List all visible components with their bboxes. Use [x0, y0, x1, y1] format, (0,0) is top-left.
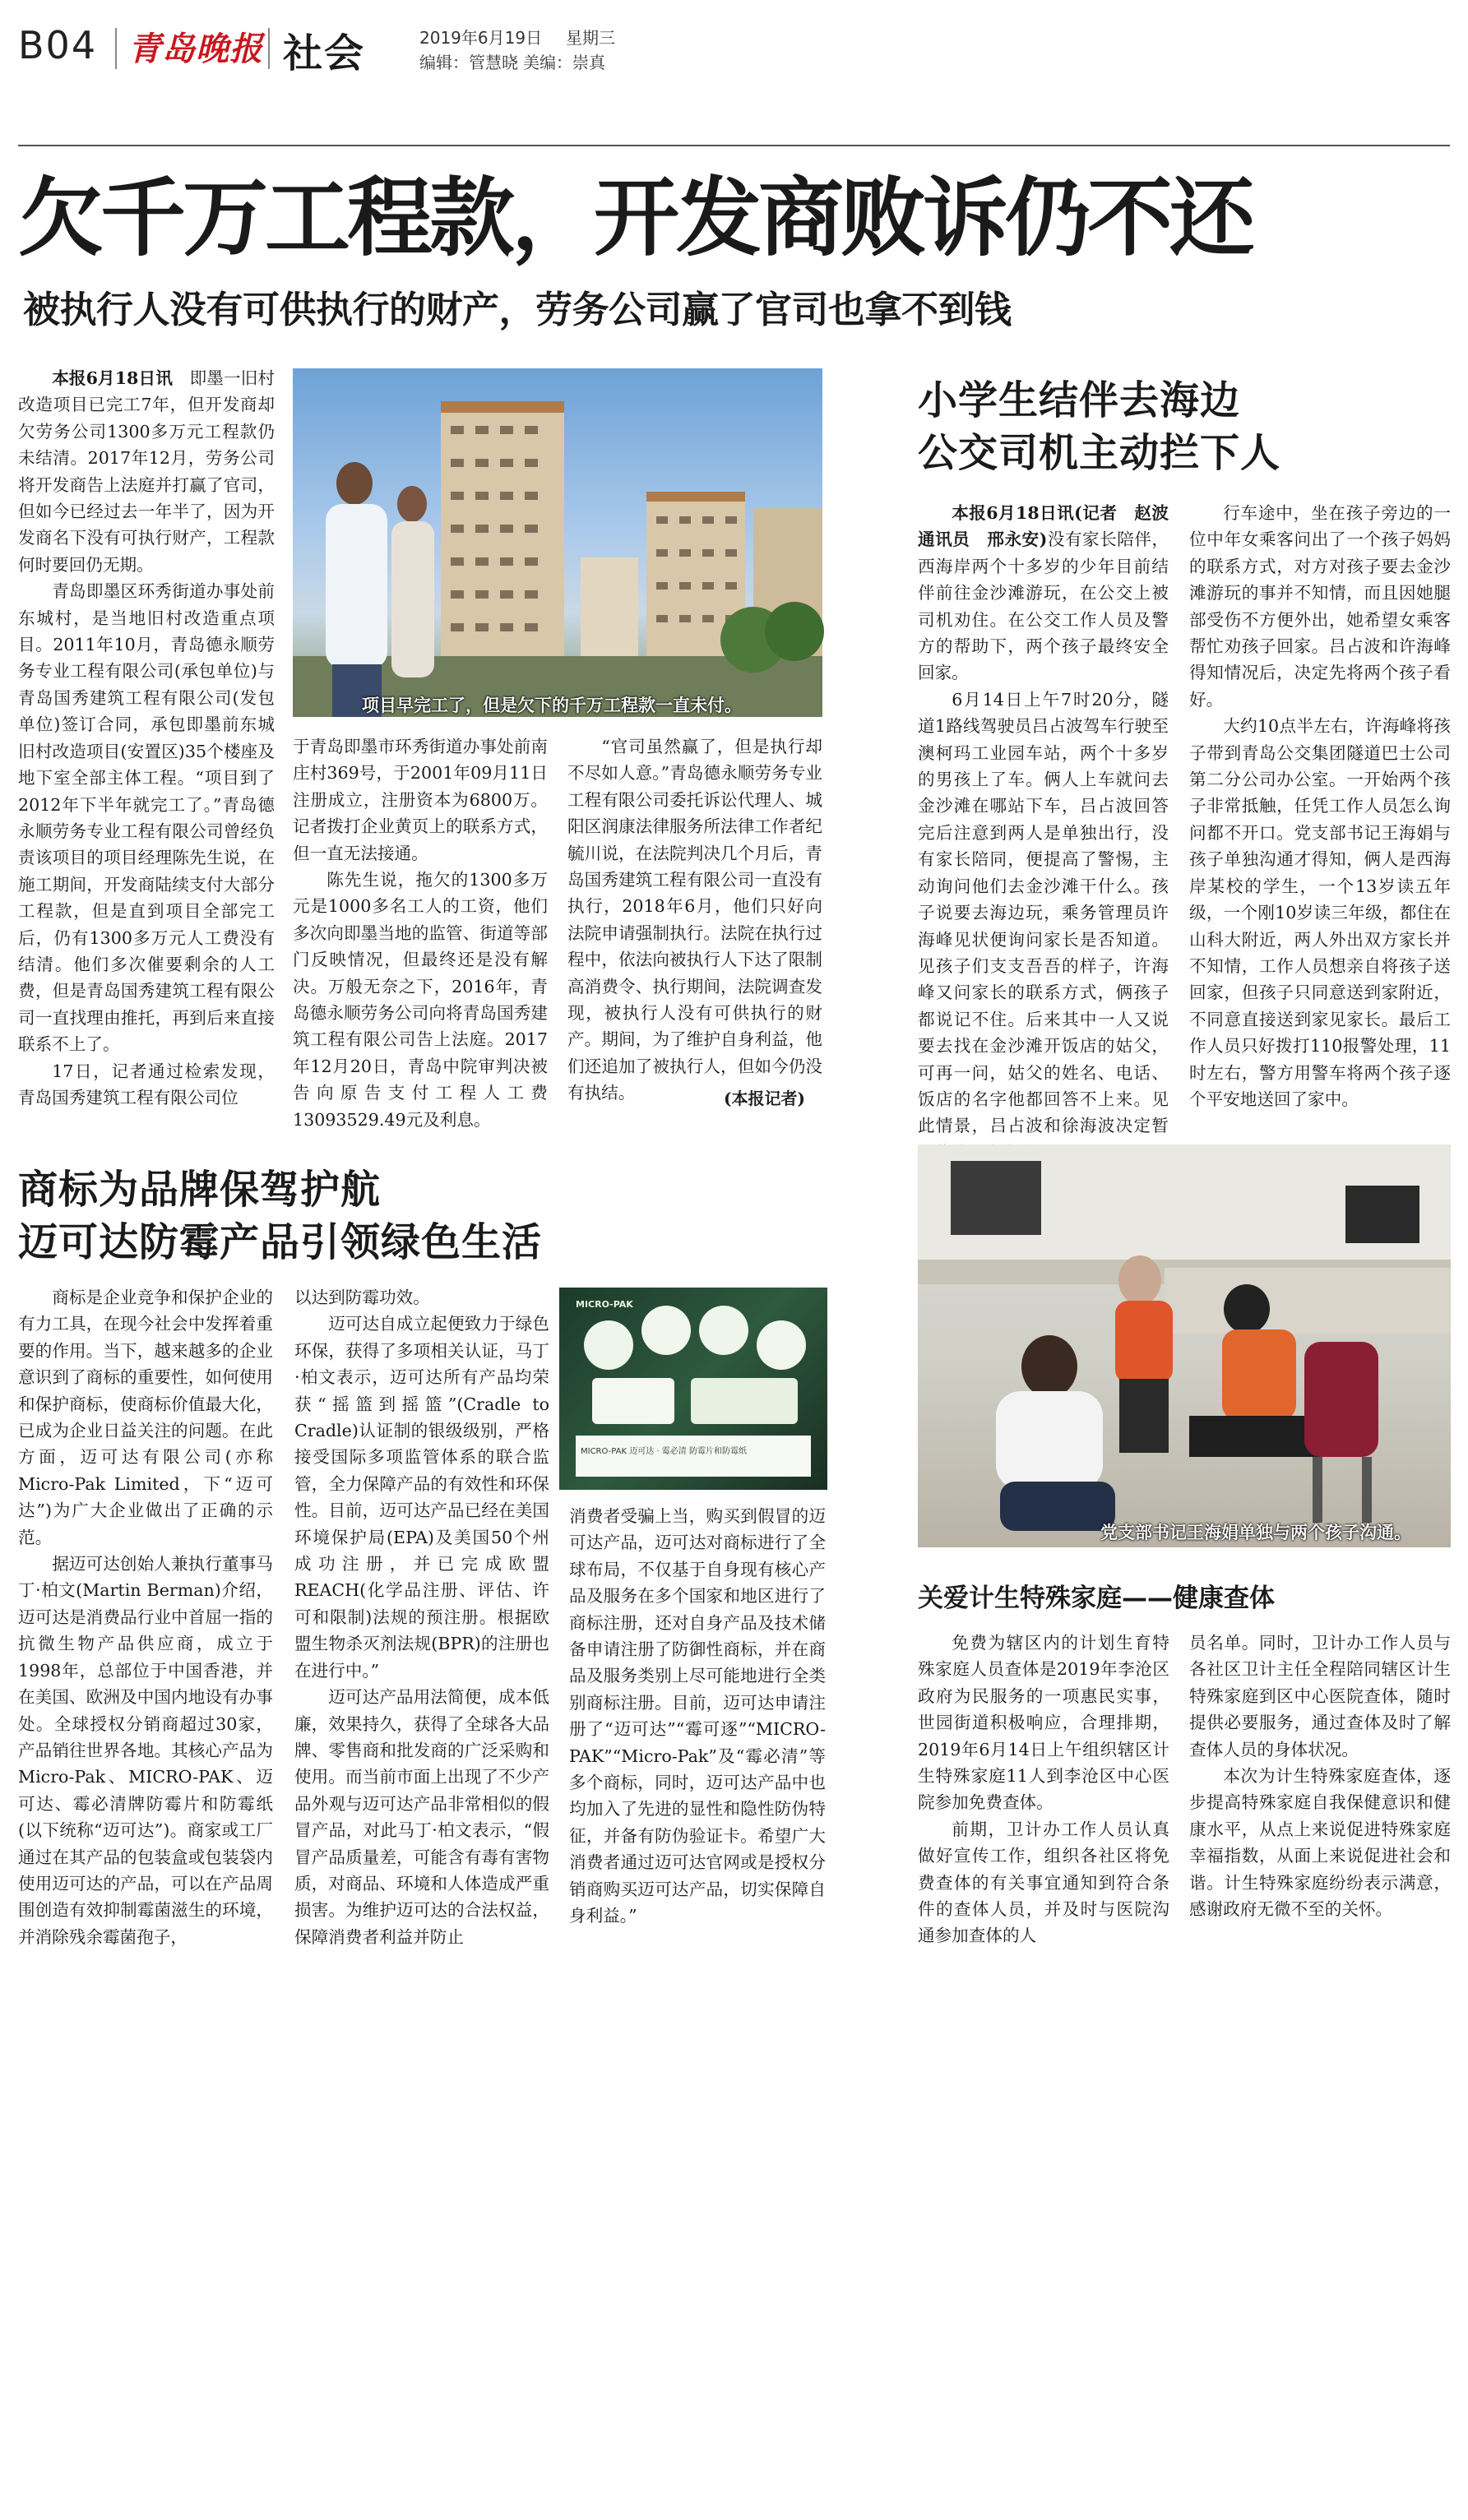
article3-para1: 商标是企业竞争和保护企业的有力工具，在现今社会中发挥着重要的作用。当下，越来越多的企业意识到了商标的重要性，如何使用和保护商标，使商标价值最大化，已成为企业日益关注的问题。在此方面，迈可达有限公司(亦称Micro-Pak Limited，下“迈可达”)为广大企业做出了正确的示范。 — [18, 1288, 273, 1547]
article3-product-photo — [559, 1288, 827, 1490]
article2-col2-para2: 大约10点半左右，许海峰将孩子带到青岛公交集团隧道巴士公司第二分公司办公室。一开始两个孩子非常抵触，任凭工作人员怎么询问都不开口。党支部书记王海娟与孩子单独沟通才得知，俩人是西海岸某校的学生，一个13岁读五年级，一个刚10岁读三年级，都住在山科大附近，两人外出双方家长并不知情，工作人员想亲自将孩子送回家，但孩子只同意送到家附近，不同意直接送到家见家长。最后工作人员只好拨打110报警处理，11时左右，警方用警车将两个孩子逐个平安地送回了家中。 — [1189, 716, 1451, 1109]
article3-col2-para2: 迈可达自成立起便致力于绿色环保，获得了多项相关认证，马丁·柏文表示，迈可达所有产品均荣获“摇篮到摇篮”(Cradle to Cradle)认证制的银级级别，严格接受国际多项监管体系的联合监管，全力保障产品的有效性和环保性。目前，迈可达产品已经在美国环境保护局(EPA)及美国50个州成功注册，并已完成欧盟REACH(化学品注册、评估、许可和限制)法规的预注册。根据欧盟生物杀灭剂法规(BPR)的注册也在进行中。” — [294, 1314, 549, 1681]
article2-headline-2: 公交司机主动拦下人 — [918, 430, 1281, 476]
article2-para1: 没有家长陪伴，西海岸两个十多岁的少年目前结伴前往金沙滩游玩，在公交上被司机劝住。在公交工作人员及警方的帮助下，两个孩子最终安全回家。 — [918, 529, 1169, 683]
article1-byline: (本报记者) — [724, 1089, 805, 1108]
product-brand-label: MICRO-PAK — [576, 1299, 633, 1310]
article1-col2-para1: 于青岛即墨市环秀街道办事处前南庄村369号，于2001年09月11日注册成立，注册资本为6800万。记者拨打企业黄页上的联系方式，但一直无法接通。 — [293, 737, 548, 863]
article1-para3: 17日，记者通过检索发现，青岛国秀建筑工程有限公司位 — [18, 1061, 275, 1107]
article1-photo-caption: 项目早完工了，但是欠下的千万工程款一直未付。 — [362, 696, 742, 715]
article3-col2-para3: 迈可达产品用法简便，成本低廉，效果持久，获得了全球各大品牌、零售商和批发商的广泛采购和使用。而当前市面上出现了不少产品外观与迈可达产品非常相似的假冒产品，对此马丁·柏文表示，“假冒产品质量差，可能含有毒有害物质，对商品、环境和人体造成严重损害。为维护迈可达的合法权益，保障消费者利益并防止 — [294, 1687, 549, 1947]
article4-para1: 免费为辖区内的计划生育特殊家庭人员查体是2019年李沧区政府为民服务的一项惠民实事，世园街道积极响应，合理排期，2019年6月14日上午组织辖区计生特殊家庭11人到李沧区中心医院参加免费查体。 — [918, 1633, 1169, 1813]
editor-credit: 编辑：管慧晓 — [419, 53, 518, 72]
article3-col1 — [18, 1284, 273, 2004]
article4-col2-para2: 本次为计生特殊家庭查体，逐步提高特殊家庭自我保健意识和健康水平，从点上来说促进特殊家庭幸福指数，从面上来说促进社会和谐。计生特殊家庭纷纷表示满意，感谢政府无微不至的关怀。 — [1189, 1766, 1451, 1920]
section-name: 社会 — [283, 30, 366, 76]
page-code: B04 — [18, 23, 98, 67]
article2-para2: 6月14日上午7时20分，隧道1路线驾驶员吕占波驾车行驶至澳柯玛工业园车站，两个十多岁的男孩上了车。俩人上车就问去金沙滩在哪站下车，吕占波回答完后注意到两人是单独出行，没有家长陪同，便提高了警惕，主动询问他们去金沙滩干什么。孩子说要去海边玩，乘务管理员许海峰见状便询问家长是否知道。见孩子们支支吾吾的样子，许海峰又问家长的联系方式，俩孩子都说记不住。后来其中一人又说要去找在金沙滩开饭店的姑父，可再一问，姑父的姓名、电话、饭店的名字他都回答不上来。见此情景，吕占波和徐海波决定暂 — [918, 689, 1169, 1136]
article1-col2-para2: 陈先生说，拖欠的1300多万元是1000多名工人的工资，他们多次向即墨当地的监管、街道等部门反映情况，但最终还是没有解决。万般无奈之下，2016年，青岛德永顺劳务公司向将青岛国秀建筑工程有限公司告上法庭。2017年12月20日，青岛中院审判决被告向原告支付工程人工费13093529.49元及利息。 — [293, 870, 548, 1130]
article3-col2 — [294, 1284, 549, 2004]
article2-photo — [918, 1144, 1451, 1547]
article3-col3-para1: 消费者受骗上当，购买到假冒的迈可达产品，迈可达对商标进行了全球布局，不仅基于自身现有核心产品及服务在多个国家和地区进行了商标注册，还对自身产品及技术储备申请注册了防御性商标，并在商品及服务类别上尽可能地进行全类别商标注册。目前，迈可达申请注册了“迈可达”“霉可逐”“MICRO-PAK”“Micro-Pak”及“霉必清”等多个商标，同时，迈可达产品中也均加入了先进的显性和隐性防伪特征，并备有防伪验证卡。希望广大消费者通过迈可达官网或是授权分销商购买迈可达产品，切实保障自身利益。” — [569, 1506, 826, 1926]
article3-para2: 据迈可达创始人兼执行董事马丁·柏文(Martin Berman)介绍，迈可达是消费品行业中首屈一指的抗微生物产品供应商，成立于1998年，总部位于中国香港，并在美国、欧洲及中国内地设有办事处。全球授权分销商超过30家，产品销往世界各地。其核心产品为Micro-Pak、MICRO-PAK、迈可达、霉必清牌防霉片和防霉纸(以下统称“迈可达”)。商家或工厂通过在其产品的包装盒或包装袋内使用迈可达的产品，可以在产品周围创造有效抑制霉菌滋生的环境，并消除残余霉菌孢子， — [18, 1554, 273, 1947]
article1-col3-para1: “官司虽然赢了，但是执行却不尽如人意。”青岛德永顺劳务专业工程有限公司委托诉讼代理人、城阳区润康法律服务所法律工作者纪毓川说，在法院判决几个月后，青岛国秀建筑工程有限公司一直没有执行，2018年6月，他们只好向法院申请强制执行。法院在执行过程中，依法向被执行人下达了限制高消费令、执行期间，法院调查发现，被执行人没有可供执行的财产。期间，为了维护自身利益，他们还追加了被执行人，但如今仍没有执结。 — [567, 737, 822, 1103]
article3-col2-para1: 以达到防霉功效。 — [294, 1288, 430, 1307]
issue-weekday: 星期三 — [566, 28, 615, 48]
product-illustration — [559, 1288, 827, 1490]
article1-lead: 本报6月18日讯 — [52, 368, 173, 388]
article4-headline: 关爱计生特殊家庭——健康查体 — [918, 1584, 1275, 1613]
masthead-divider — [115, 28, 117, 69]
article1-photo — [293, 368, 822, 717]
article3-headline-1: 商标为品牌保驾护航 — [18, 1167, 382, 1213]
article2-lead: 本报6月18日讯(记者 赵波 通讯员 邢永安) — [918, 503, 1186, 550]
product-tagline: MICRO-PAK 迈可达 · 霉必清 防霉片和防霉纸 — [581, 1447, 747, 1456]
article2-headline-1: 小学生结伴去海边 — [918, 377, 1241, 423]
article1-para1: 即墨一旧村改造项目已完工7年，但开发商却欠劳务公司1300多万元工程款仍未结清。2017年12月，劳务公司将开发商告上法庭并打赢了官司，但如今已经过去一年半了，因为开发商名下没有可执行财产，工程款何时要回仍无期。 — [18, 368, 275, 575]
article1-para2: 青岛即墨区环秀街道办事处前东城村，是当地旧村改造重点项目。2011年10月，青岛德永顺劳务专业工程有限公司(承包单位)与青岛国秀建筑工程有限公司(发包单位)签订合同，承包即墨前东城旧村改造项目(安置区)35个楼座及地下室全部主体工程。“项目到了2012年下半年就完工了。”青岛德永顺劳务专业工程有限公司曾经负责该项目的项目经理陈先生说，在施工期间，开发商陆续支付大部分工程款，但是直到项目全部完工后，仍有1300多万元人工费没有结清。他们多次催要剩余的人工费，但是青岛国秀建筑工程有限公司一直找理由推托，再到后来直接联系不上了。 — [18, 581, 275, 1055]
article2-col1 — [918, 500, 1186, 1141]
article1-col2 — [293, 733, 548, 1130]
article1-subhead: 被执行人没有可供执行的财产，劳务公司赢了官司也拿不到钱 — [23, 288, 1012, 331]
article2-photo-caption: 党支部书记王海娟单独与两个孩子沟通。 — [1100, 1523, 1411, 1542]
article2-col2 — [1189, 500, 1451, 1141]
article3-headline-2: 迈可达防霉产品引领绿色生活 — [18, 1219, 543, 1265]
designer-credit: 美编：崇真 — [523, 53, 605, 72]
office-scene-illustration — [918, 1144, 1451, 1547]
article1-headline: 欠千万工程款，开发商败诉仍不还 — [18, 167, 1253, 268]
issue-date: 2019年6月19日 — [419, 28, 543, 48]
buildings-illustration — [293, 368, 822, 717]
article1-col1 — [18, 365, 275, 1105]
article4-col2 — [1189, 1630, 1451, 2008]
article4-col1 — [918, 1630, 1169, 2008]
article4-col2-para1: 员名单。同时，卫计办工作人员与各社区卫计主任全程陪同辖区计生特殊家庭到区中心医院查体，随时提供必要服务，通过查体及时了解查体人员的身体状况。 — [1189, 1633, 1451, 1759]
article2-col2-para1: 行车途中，坐在孩子旁边的一位中年女乘客问出了一个孩子妈妈的联系方式，对方对孩子要去金沙滩游玩的事并不知情，而且因她腿部受伤不方便外出，她希望女乘客帮忙劝孩子回家。吕占波和许海峰得知情况后，决定先将两个孩子看好。 — [1189, 503, 1451, 710]
article4-para2: 前期，卫计办工作人员认真做好宣传工作，组织各社区将免费查体的有关事宜通知到符合条件的查体人员，并及时与医院沟通参加查体的人 — [918, 1819, 1169, 1946]
masthead-divider-2 — [268, 28, 270, 69]
article3-col3 — [569, 1503, 826, 1996]
paper-logo: 青岛晚报 — [128, 30, 263, 68]
masthead-rule — [18, 145, 1450, 146]
